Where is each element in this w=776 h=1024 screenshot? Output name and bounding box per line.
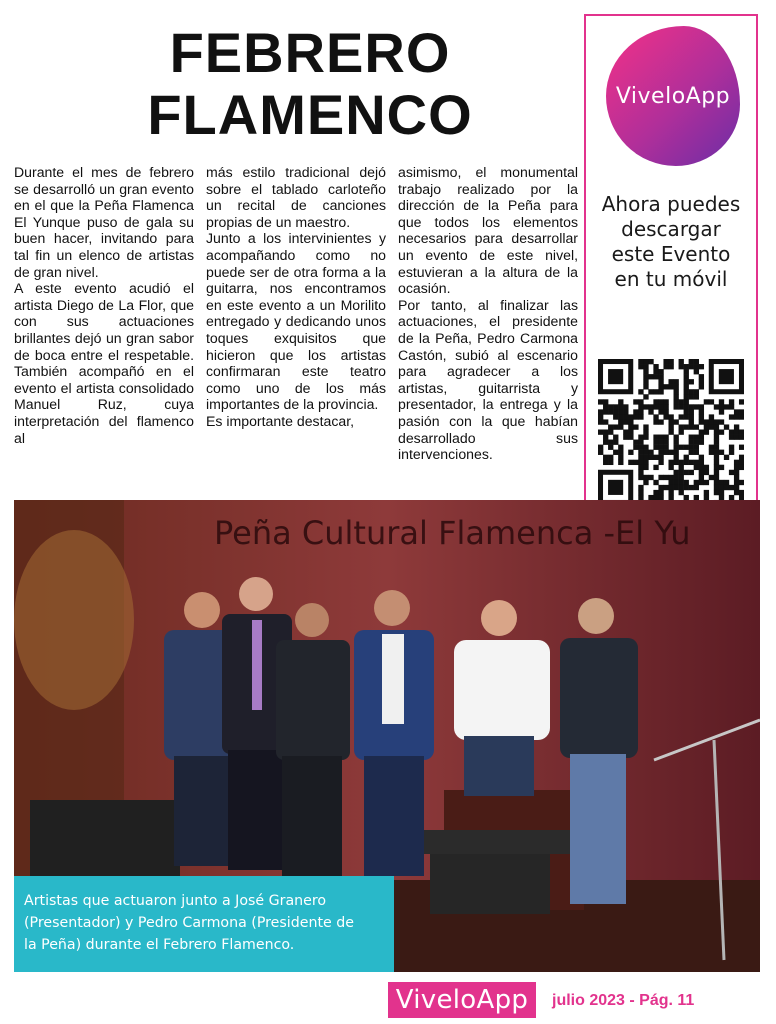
person-3 bbox=[276, 603, 350, 876]
ad-blurb-line: descargar bbox=[621, 217, 721, 241]
paragraph: A este evento acudió el artista Diego de La Flor, que con sus actuaciones brillantes dejó un gran sabor de boca entre el respetable. También acompañó en el evento el artista consolidado Manuel Ruz, cuya interpretación del flamenco al bbox=[14, 280, 194, 446]
paragraph: Durante el mes de febrero se desarrolló un gran evento en el que la Peña Flamenca El Yunque puso de gala su buen hacer, invitando para tal fin un elenco de artistas de gran nivel. bbox=[14, 164, 194, 280]
caption-line: (Presentador) y Pedro Carmona (Presidente de bbox=[24, 915, 354, 931]
article-column-3 bbox=[398, 164, 578, 496]
app-logo[interactable] bbox=[606, 26, 740, 166]
ad-blurb-line: en tu móvil bbox=[614, 267, 728, 291]
app-logo-text: ViveloApp bbox=[615, 83, 731, 109]
paragraph: Es importante destacar, bbox=[206, 412, 355, 429]
paragraph: Por tanto, al finalizar las actuaciones, el presidente de la Peña, Pedro Carmona Castón, subió al escenario para agradecer a los artistas, guitarrista y presentador, la entrega y la pasión con la que habían desarrollado sus intervenciones. bbox=[398, 296, 578, 463]
ad-blurb-line: Ahora puedes bbox=[601, 192, 741, 216]
article-body bbox=[14, 164, 578, 496]
title-line-1: FEBRERO bbox=[169, 21, 451, 84]
caption-line: Artistas que actuaron junto a José Granero bbox=[24, 893, 327, 909]
paragraph: más estilo tradicional dejó sobre el tablado carloteño un recital de canciones propias de un maestro. bbox=[206, 164, 386, 230]
article-column-1 bbox=[14, 164, 194, 496]
title-line-2: FLAMENCO bbox=[147, 83, 473, 146]
page-info: julio 2023 - Pág. 11 bbox=[552, 992, 695, 1009]
ad-blurb bbox=[586, 192, 756, 292]
qr-code-graphic bbox=[598, 359, 744, 505]
photo-caption bbox=[14, 876, 394, 972]
ad-blurb-line: este Evento bbox=[611, 242, 731, 266]
footer-logo-text: ViveloApp bbox=[395, 985, 529, 1015]
qr-code-icon[interactable] bbox=[595, 356, 747, 508]
venue-banner-text: Peña Cultural Flamenca -El Yu bbox=[214, 514, 691, 552]
article-column-2 bbox=[206, 164, 386, 496]
page-title bbox=[40, 22, 580, 146]
paragraph: asimismo, el monumental trabajo realizado por la dirección de la Peña para que todos los elementos necesarios para desarrollar un evento de este nivel, estuvieran a la altura de la ocasión. bbox=[398, 164, 578, 297]
paragraph: Junto a los intervinientes y acompañando como no puede ser de otra forma a la guitarra, nos encontramos en este evento a un Morilito entregado y dedicando unos toques exquisitos que hicieron que los artistas confirmaran este teatro como uno de los más importantes de la provincia. bbox=[206, 230, 386, 413]
person-4 bbox=[354, 590, 434, 876]
caption-line: la Peña) durante el Febrero Flamenco. bbox=[24, 937, 295, 953]
app-ad-box bbox=[584, 14, 758, 522]
footer-logo[interactable] bbox=[388, 982, 536, 1018]
